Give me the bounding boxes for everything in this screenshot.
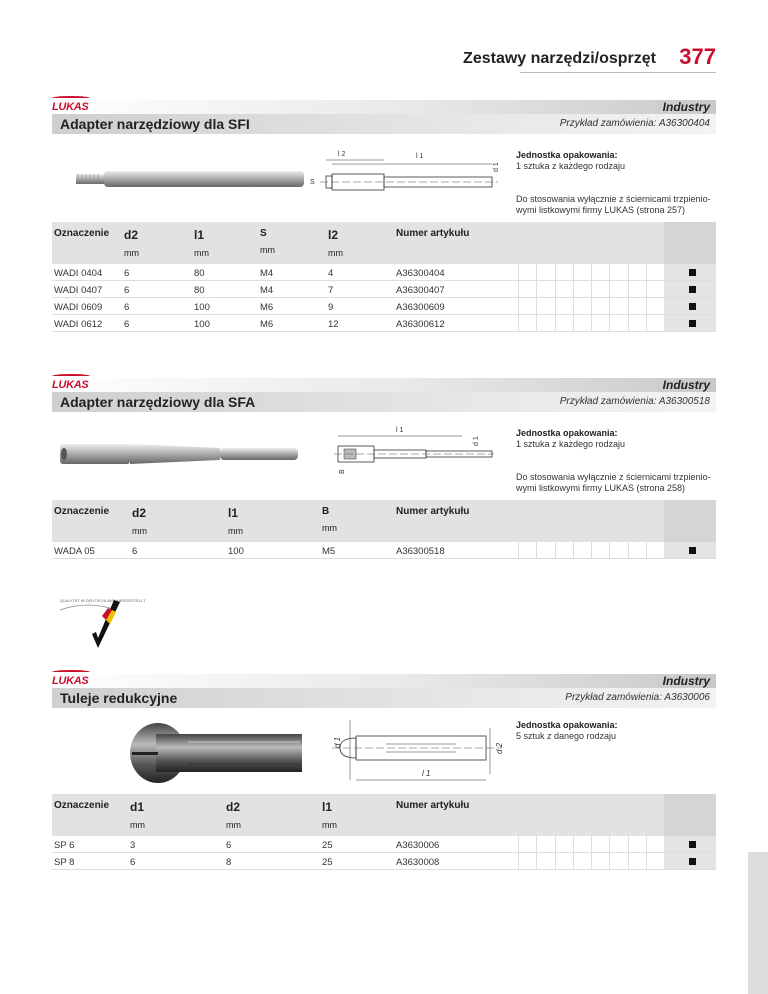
label-s: S bbox=[310, 179, 315, 186]
col-l1: l1 mm bbox=[322, 800, 337, 830]
industry-badge: Industry bbox=[662, 378, 710, 392]
section-sfi bbox=[52, 100, 716, 336]
section-title-bar bbox=[52, 688, 716, 708]
technical-drawing-sfa bbox=[330, 424, 496, 480]
product-image-sfi bbox=[76, 170, 304, 190]
section-title: Adapter narzędziowy dla SFI bbox=[60, 116, 250, 132]
order-example: Przykład zamówienia: A36300404 bbox=[559, 118, 710, 129]
lukas-logo: LUKAS bbox=[52, 674, 90, 688]
label-l2: l 2 bbox=[338, 151, 346, 158]
section-sfa bbox=[52, 378, 716, 568]
page-number: 377 bbox=[679, 44, 716, 69]
section-title: Tuleje redukcyjne bbox=[60, 690, 178, 706]
industry-badge: Industry bbox=[662, 100, 710, 114]
usage-note: Do stosowania wyłącznie z ściernicami trzpienio-wymi listkowymi firmy LUKAS (strona 258) bbox=[516, 472, 711, 493]
usage-note: Do stosowania wyłącznie z ściernicami trzpienio-wymi listkowymi firmy LUKAS (strona 257) bbox=[516, 194, 711, 215]
industry-bar bbox=[52, 674, 716, 688]
availability-marker bbox=[689, 320, 696, 327]
availability-marker bbox=[689, 547, 696, 554]
packaging-info: Jednostka opakowania: 1 sztuka z każdego rodzaju Do stosowania wyłącznie z ściernicami trzpienio-wymi listkowymi firmy LUKAS (strona 257) bbox=[516, 150, 711, 215]
availability-marker bbox=[689, 858, 696, 865]
table-row[interactable]: WADI 0404 6 80 M4 4 A36300404 bbox=[52, 264, 716, 281]
section-reducing-sleeves bbox=[52, 674, 716, 874]
product-image-sfa bbox=[60, 440, 300, 470]
order-example: Przykład zamówienia: A3630006 bbox=[565, 692, 710, 703]
section-title-bar bbox=[52, 392, 716, 412]
technical-drawing-sleeve bbox=[326, 714, 506, 790]
table-row[interactable]: WADI 0407 6 80 M4 7 A36300407 bbox=[52, 281, 716, 298]
product-image-sleeve bbox=[128, 722, 304, 784]
col-d1: d1 mm bbox=[130, 800, 145, 830]
industry-bar bbox=[52, 100, 716, 114]
page-header-title: Zestawy narzędzi/osprzęt bbox=[463, 50, 656, 67]
lukas-logo: LUKAS bbox=[52, 378, 90, 392]
col-l1: l1 mm bbox=[228, 506, 243, 536]
industry-badge: Industry bbox=[662, 674, 710, 688]
table-header bbox=[52, 794, 716, 836]
col-d2: d2 mm bbox=[124, 228, 139, 258]
table-row[interactable]: WADI 0612 6 100 M6 12 A36300612 bbox=[52, 315, 716, 332]
col-article: Numer artykułu bbox=[396, 800, 470, 811]
header-rule bbox=[520, 72, 716, 73]
label-l1: l 1 bbox=[396, 427, 404, 434]
packaging-info: Jednostka opakowania: 5 sztuk z danego rodzaju bbox=[516, 720, 618, 741]
col-d2: d2 mm bbox=[132, 506, 147, 536]
section-title-bar bbox=[52, 114, 716, 134]
page-edge-tab bbox=[748, 852, 768, 994]
col-designation: Oznaczenie bbox=[54, 228, 110, 239]
availability-marker bbox=[689, 841, 696, 848]
col-l1: l1 mm bbox=[194, 228, 209, 258]
table-row[interactable]: SP 8 6 8 25 A3630008 bbox=[52, 853, 716, 870]
industry-bar bbox=[52, 378, 716, 392]
availability-marker bbox=[689, 269, 696, 276]
quality-seal-logo bbox=[58, 594, 146, 654]
label-d1: d 1 bbox=[473, 436, 480, 446]
label-d1: d 1 bbox=[333, 736, 342, 748]
col-s: S mm bbox=[260, 228, 275, 255]
col-article: Numer artykułu bbox=[396, 228, 470, 239]
section-title: Adapter narzędziowy dla SFA bbox=[60, 394, 256, 410]
label-b: B bbox=[339, 469, 346, 474]
col-designation: Oznaczenie bbox=[54, 506, 110, 517]
label-l1: l 1 bbox=[416, 153, 424, 160]
col-designation: Oznaczenie bbox=[54, 800, 110, 811]
table-row[interactable]: WADA 05 6 100 M5 A36300518 bbox=[52, 542, 716, 559]
col-article: Numer artykułu bbox=[396, 506, 470, 517]
table-row[interactable]: WADI 0609 6 100 M6 9 A36300609 bbox=[52, 298, 716, 315]
table-row[interactable]: SP 6 3 6 25 A3630006 bbox=[52, 836, 716, 853]
col-l2: l2 mm bbox=[328, 228, 343, 258]
label-d1: d 1 bbox=[493, 162, 500, 172]
svg-text:QUALITÄT IN DEUTSCHLAND HERGES: QUALITÄT IN DEUTSCHLAND HERGESTELLT bbox=[60, 598, 146, 603]
packaging-info: Jednostka opakowania: 1 sztuka z każdego rodzaju Do stosowania wyłącznie z ściernicami trzpienio-wymi listkowymi firmy LUKAS (strona 258) bbox=[516, 428, 711, 493]
col-d2: d2 mm bbox=[226, 800, 241, 830]
availability-marker bbox=[689, 303, 696, 310]
label-l1: l 1 bbox=[422, 769, 431, 778]
availability-marker bbox=[689, 286, 696, 293]
col-b: B mm bbox=[322, 506, 337, 533]
lukas-logo: LUKAS bbox=[52, 100, 90, 114]
label-d2: d 2 bbox=[495, 742, 504, 754]
table-header bbox=[52, 500, 716, 542]
order-example: Przykład zamówienia: A36300518 bbox=[559, 396, 710, 407]
table-header bbox=[52, 222, 716, 264]
technical-drawing-sfi bbox=[308, 142, 504, 206]
